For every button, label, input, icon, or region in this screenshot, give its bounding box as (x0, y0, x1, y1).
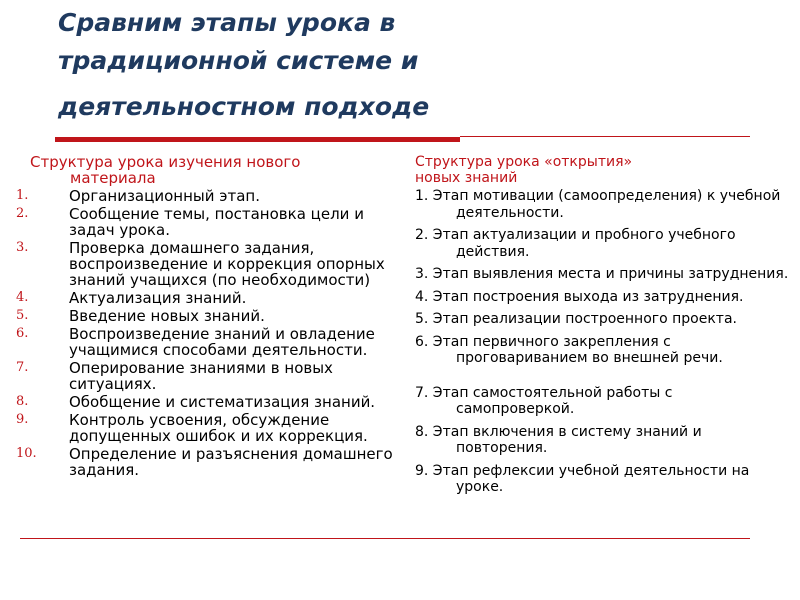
title-underline-thick (55, 137, 460, 142)
list-item (10, 326, 400, 358)
list-item (10, 240, 400, 288)
list-item: 4. Этап построения выхода из затруднения. (415, 288, 744, 305)
list-item: 5. Этап реализации построенного проекта. (415, 311, 737, 327)
item-text: Проверка домашнего задания, воспроизведение и коррекция опорных знаний учащихся (по необходимости) (69, 239, 385, 289)
list-item (10, 188, 400, 204)
traditional-heading (10, 154, 400, 186)
list-item (10, 446, 400, 478)
item-number: 6. (16, 326, 29, 341)
list-item: 2. Этап актуализации и пробного учебного действия. (415, 227, 736, 260)
title-line-2: традиционной системе и (58, 46, 419, 75)
discovery-stage-list (415, 188, 795, 496)
discovery-heading-line-1: Структура урока «открытия» (415, 154, 633, 170)
traditional-heading-line-1: Структура урока изучения нового (30, 153, 301, 171)
item-text: Сообщение темы, постановка цели и задач урока. (69, 205, 364, 239)
item-text: Определение и разъяснения домашнего задания. (69, 445, 393, 479)
traditional-heading-line-2: материала (70, 169, 156, 187)
list-item (10, 360, 400, 392)
list-item: 7. Этап самостоятельной работы с самопроверкой. (415, 384, 673, 417)
title-underline-thin (460, 136, 750, 137)
item-number: 5. (16, 308, 29, 323)
discovery-structure-column (415, 154, 795, 502)
item-text: Контроль усвоения, обсуждение допущенных ошибок и их коррекция. (69, 411, 368, 445)
bottom-divider (20, 538, 750, 539)
slide-title (58, 4, 758, 126)
list-item: 9. Этап рефлексии учебной деятельности на уроке. (415, 462, 750, 495)
item-number: 3. (16, 240, 29, 255)
traditional-structure-column (10, 154, 400, 478)
item-number: 4. (16, 290, 29, 305)
title-line-3: деятельностном подходе (58, 92, 430, 121)
item-text: Оперирование знаниями в новых ситуациях. (69, 359, 333, 393)
item-text: Актуализация знаний. (69, 289, 247, 307)
list-item: 1. Этап мотивации (самоопределения) к учебной деятельности. (415, 188, 781, 221)
item-number: 9. (16, 412, 29, 427)
list-item (10, 394, 400, 410)
item-number: 2. (16, 206, 29, 221)
item-text: Организационный этап. (69, 187, 260, 205)
item-text: Введение новых знаний. (69, 307, 265, 325)
list-item: 6. Этап первичного закрепления с проговариванием во внешней речи. (415, 333, 723, 366)
item-number: 1. (16, 188, 29, 203)
list-item: 3. Этап выявления места и причины затруднения. (415, 266, 789, 282)
traditional-stage-list (10, 188, 400, 478)
item-text: Воспроизведение знаний и овладение учащимися способами деятельности. (69, 325, 375, 359)
discovery-heading-line-2: новых знаний (415, 170, 518, 186)
item-number: 7. (16, 360, 29, 375)
list-item (10, 206, 400, 238)
item-text: Обобщение и систематизация знаний. (69, 393, 376, 411)
list-item: 8. Этап включения в систему знаний и повторения. (415, 423, 702, 456)
list-item (10, 308, 400, 324)
title-line-1: Сравним этапы урока в (58, 8, 396, 37)
list-item (10, 412, 400, 444)
item-number: 8. (16, 394, 29, 409)
discovery-heading (415, 154, 795, 186)
item-number: 10. (16, 446, 37, 461)
list-item (10, 290, 400, 306)
